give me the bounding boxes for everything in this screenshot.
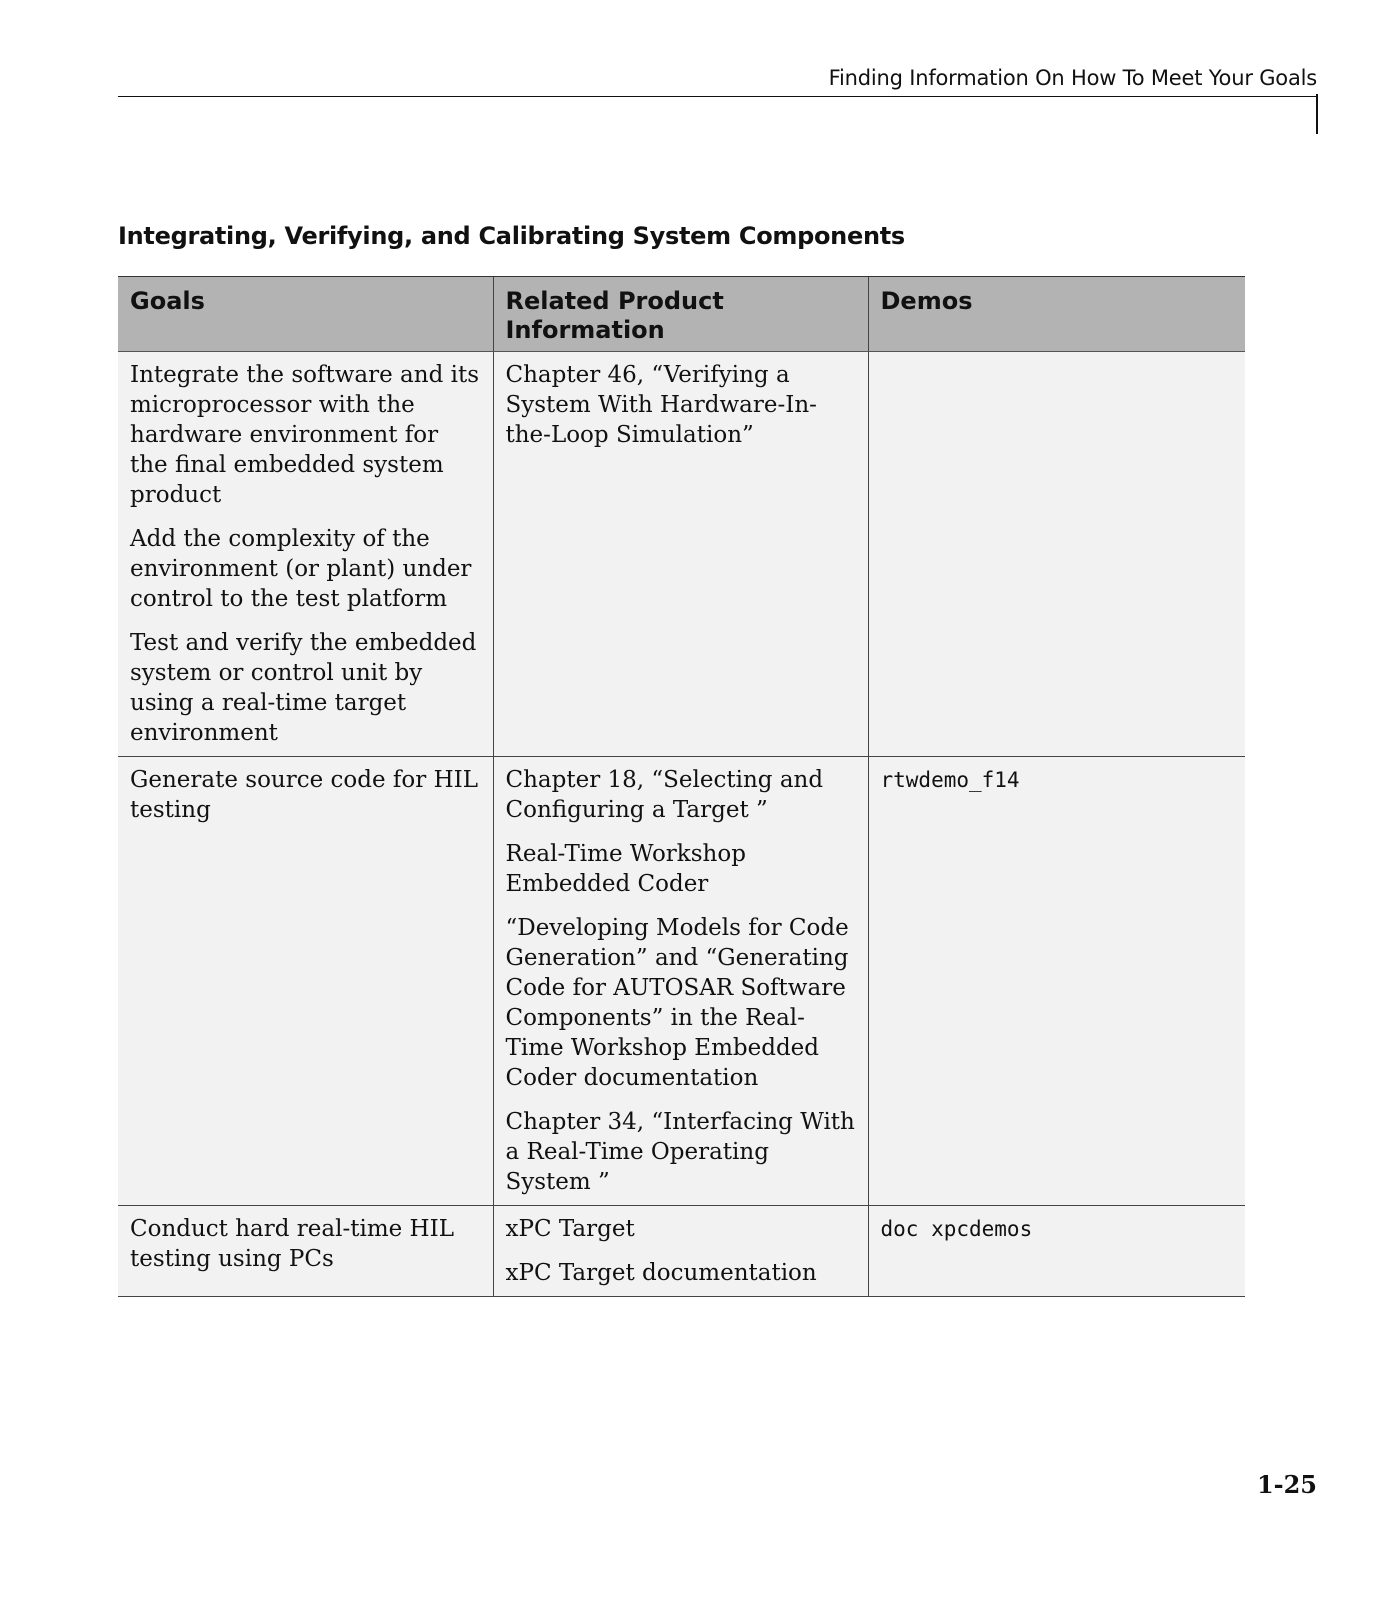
table-row: [118, 757, 1245, 1206]
info-text: Chapter 18, “Selecting and Configuring a Target ”: [505, 767, 824, 823]
info-text: Chapter 46, “Verifying a System With Hardware-In-the-Loop Simulation”: [505, 362, 817, 448]
goals-cell: [118, 352, 493, 757]
goal-text: Test and verify the embedded system or control unit by using a real-time target environment: [130, 630, 477, 746]
header-rule-tick: [1316, 94, 1318, 134]
column-header-goals: Goals: [118, 277, 493, 352]
info-text: “Developing Models for Code Generation” and “Generating Code for AUTOSAR Software Components” in the Real-Time Workshop Embedded Coder documentation: [505, 915, 849, 1091]
demos-cell: [868, 757, 1245, 1206]
column-header-related-info: Related Product Information: [493, 277, 868, 352]
info-text: xPC Target: [505, 1216, 635, 1242]
goal-text: Conduct hard real-time HIL testing using PCs: [130, 1216, 454, 1272]
goals-cell: [118, 1206, 493, 1297]
table-row: [118, 352, 1245, 757]
related-info-cell: [493, 757, 868, 1206]
info-text: xPC Target documentation: [505, 1260, 817, 1286]
running-header-text: Finding Information On How To Meet Your Goals: [828, 66, 1317, 90]
column-header-demos: Demos: [868, 277, 1245, 352]
related-info-cell: [493, 352, 868, 757]
demo-command: rtwdemo_f14: [880, 768, 1020, 792]
demos-cell: [868, 352, 1245, 757]
demo-command: doc xpcdemos: [880, 1217, 1033, 1241]
goal-text: Generate source code for HIL testing: [130, 767, 478, 823]
table-header-row: [118, 277, 1245, 352]
running-header: [118, 62, 1317, 97]
related-info-cell: [493, 1206, 868, 1297]
info-text: Chapter 34, “Interfacing With a Real-Time Operating System ”: [505, 1109, 855, 1195]
goal-text: Integrate the software and its microprocessor with the hardware environment for the final embedded system product: [130, 362, 480, 508]
table-row: [118, 1206, 1245, 1297]
page-number: 1-25: [1256, 1470, 1317, 1499]
info-text: Real-Time Workshop Embedded Coder: [505, 841, 746, 897]
goal-text: Add the complexity of the environment (or plant) under control to the test platform: [130, 526, 472, 612]
goals-table: [118, 276, 1245, 1297]
demos-cell: [868, 1206, 1245, 1297]
section-title: Integrating, Verifying, and Calibrating System Components: [118, 222, 905, 250]
goals-cell: [118, 757, 493, 1206]
